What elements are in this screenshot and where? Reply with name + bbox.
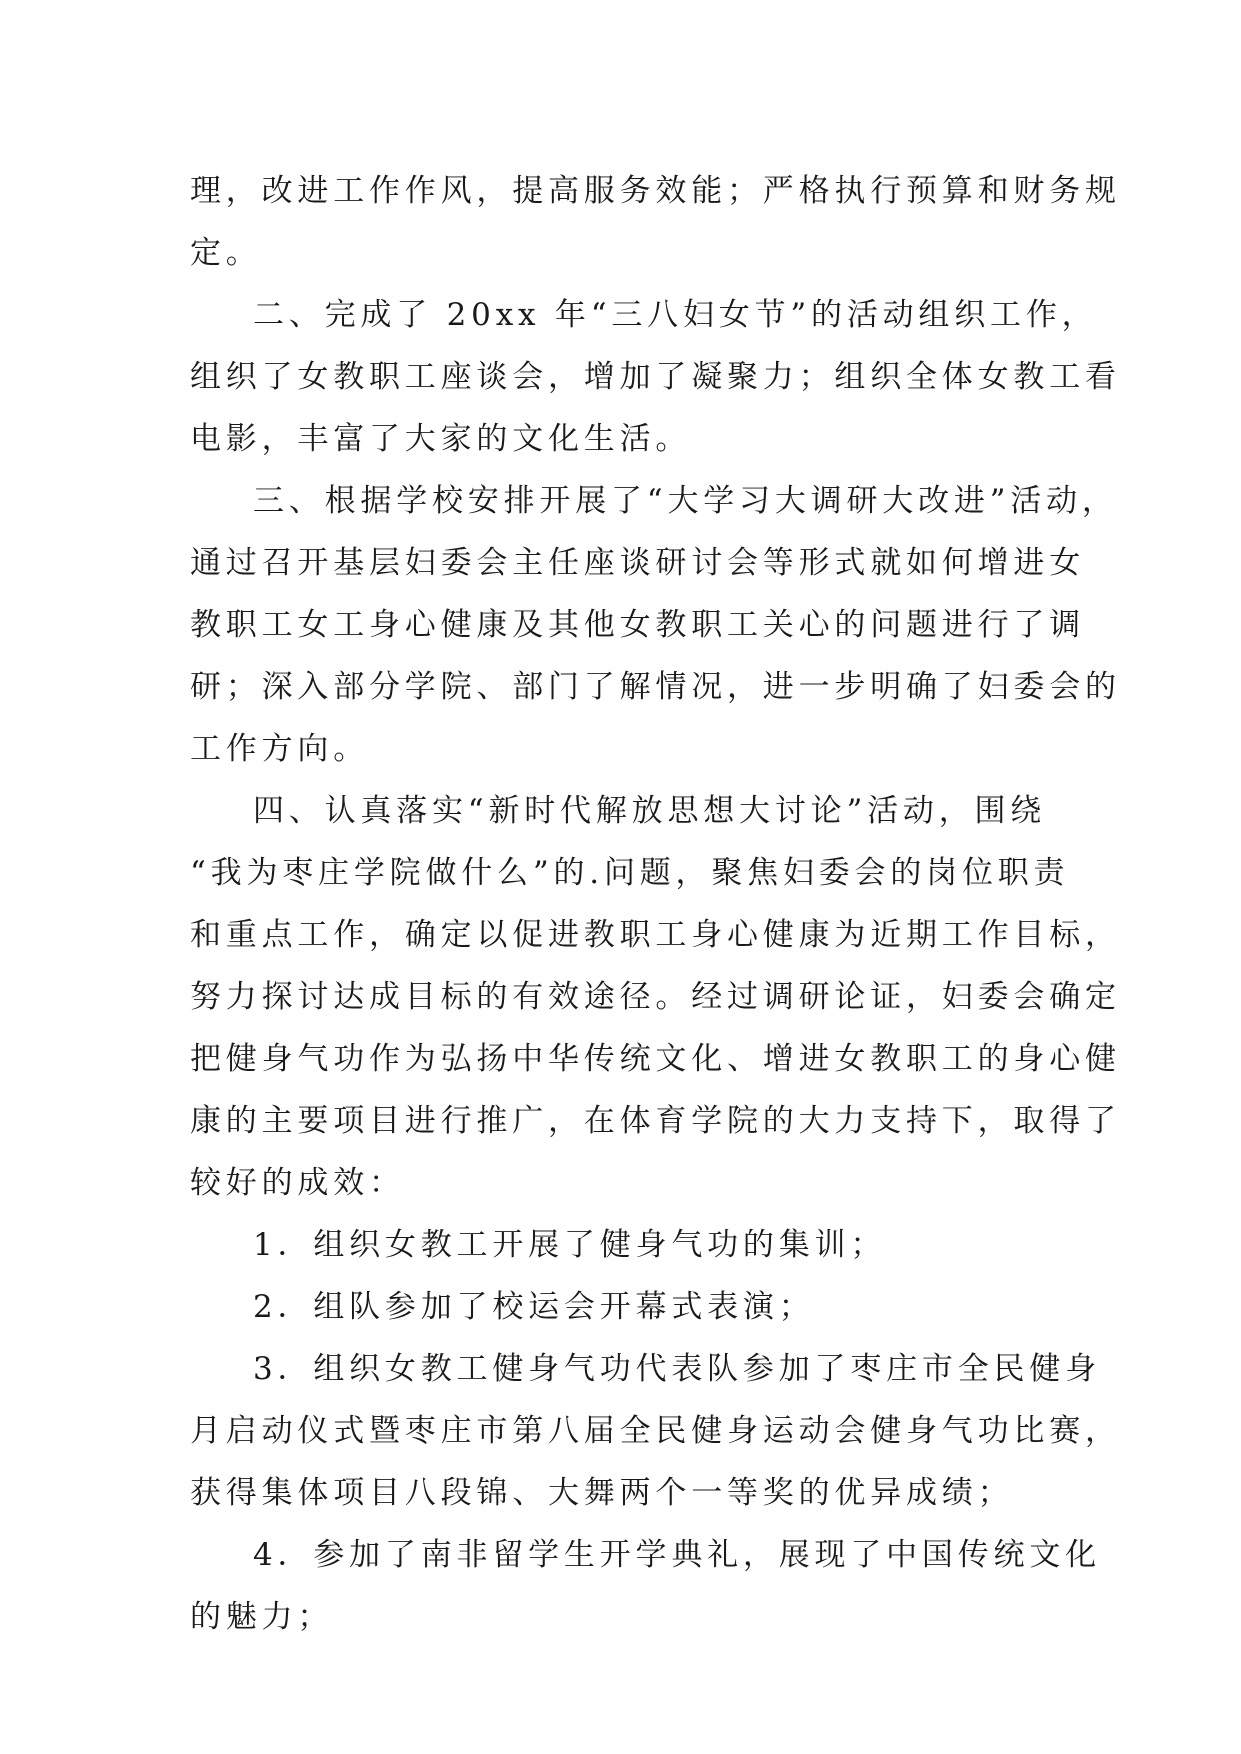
text-line: 较好的成效： xyxy=(190,1165,405,1201)
document-body xyxy=(190,160,1121,1648)
text-line: 教职工女工身心健康及其他女教职工关心的问题进行了调 xyxy=(190,607,1085,643)
text-line: 把健身气功作为弘扬中华传统文化、增进女教职工的身心健 xyxy=(190,1041,1121,1077)
text-line: 和重点工作，确定以促进教职工身心健康为近期工作目标， xyxy=(190,917,1121,953)
text-line: 理，改进工作作风，提高服务效能；严格执行预算和财务规 xyxy=(190,173,1121,209)
text-line: 康的主要项目进行推广，在体育学院的大力支持下，取得了 xyxy=(190,1103,1121,1139)
text-line: 四、认真落实“新时代解放思想大讨论”活动，围绕 xyxy=(253,793,1047,829)
text-line: 研；深入部分学院、部门了解情况，进一步明确了妇委会的 xyxy=(190,669,1121,705)
text-line: 电影，丰富了大家的文化生活。 xyxy=(190,421,692,457)
list-item: 3．组织女教工健身气功代表队参加了枣庄市全民健身 xyxy=(253,1351,1101,1387)
text-line: 二、完成了 20xx 年“三八妇女节”的活动组织工作， xyxy=(253,297,1098,333)
text-line: 月启动仪式暨枣庄市第八届全民健身运动会健身气功比赛， xyxy=(190,1413,1121,1449)
text-line: 努力探讨达成目标的有效途径。经过调研论证，妇委会确定 xyxy=(190,979,1121,1015)
list-item: 1．组织女教工开展了健身气功的集训； xyxy=(253,1227,887,1263)
text-line: 通过召开基层妇委会主任座谈研讨会等形式就如何增进女 xyxy=(190,545,1085,581)
text-line: 定。 xyxy=(190,235,262,271)
text-line: 组织了女教职工座谈会，增加了凝聚力；组织全体女教工看 xyxy=(190,359,1121,395)
text-line: 的魅力； xyxy=(190,1599,334,1635)
list-item: 2．组队参加了校运会开幕式表演； xyxy=(253,1289,815,1325)
text-line: 三、根据学校安排开展了“大学习大调研大改进”活动， xyxy=(253,483,1118,519)
text-line: 获得集体项目八段锦、大舞两个一等奖的优异成绩； xyxy=(190,1475,1014,1511)
text-line: 工作方向。 xyxy=(190,731,369,767)
text-line: “我为枣庄学院做什么”的.问题，聚焦妇委会的岗位职责 xyxy=(190,855,1070,891)
list-item: 4．参加了南非留学生开学典礼，展现了中国传统文化 xyxy=(253,1537,1101,1573)
